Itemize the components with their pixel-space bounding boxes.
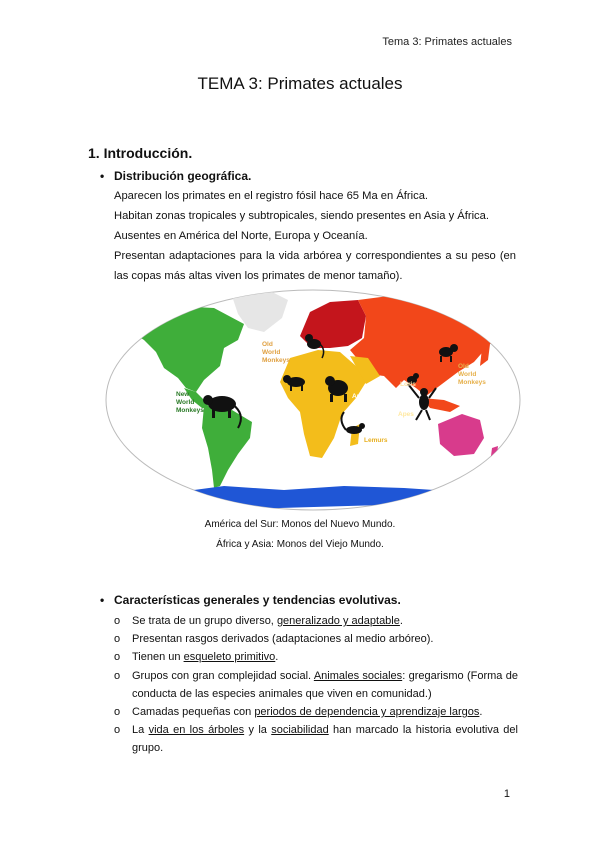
running-header: Tema 3: Primates actuales — [382, 36, 512, 48]
list-item: o Tienen un esqueleto primitivo. — [114, 648, 518, 666]
label-apes-africa: Apes — [352, 393, 368, 400]
list-item: o Presentan rasgos derivados (adaptaciones al medio arbóreo). — [114, 630, 518, 648]
map-caption-2: África y Asia: Monos del Viejo Mundo. — [216, 539, 384, 550]
circle-bullet-icon: o — [114, 706, 121, 719]
label-old-world-asia: Old World Monkeys — [458, 363, 486, 386]
distribution-line: Presentan adaptaciones para la vida arbórea y correspondientes a su peso (en las copas más altas viven los primates de menor tamaño). — [114, 250, 516, 282]
characteristics-list — [114, 612, 518, 758]
circle-bullet-icon: o — [114, 651, 121, 664]
world-primate-map — [104, 288, 522, 512]
circle-bullet-icon: o — [114, 633, 121, 646]
distribution-line: Aparecen los primates en el registro fósil hace 65 Ma en África. — [114, 190, 429, 202]
page-number: 1 — [503, 788, 510, 800]
map-caption-1: América del Sur: Monos del Nuevo Mundo. — [204, 519, 396, 530]
bullet-dot-icon: • — [100, 593, 105, 607]
bullet-dot-icon: • — [100, 169, 105, 183]
label-apes-asia: Apes — [398, 411, 414, 418]
distribution-line: Habitan zonas tropicales y subtropicales, siendo presentes en Asia y África. — [114, 210, 489, 222]
distribution-line: Ausentes en América del Norte, Europa y Oceanía. — [114, 230, 368, 242]
list-item: o Se trata de un grupo diverso, generalizado y adaptable. — [114, 612, 518, 630]
distribution-heading: • Distribución geográfica. — [100, 169, 252, 183]
section-heading: 1. Introducción. — [88, 145, 193, 161]
circle-bullet-icon: o — [114, 615, 121, 627]
label-old-world-africa: Old World Monkeys — [262, 341, 290, 364]
label-lemurs: Lemurs — [364, 437, 388, 444]
circle-bullet-icon: o — [114, 669, 121, 682]
list-item: o Grupos con gran complejidad social. Animales sociales: gregarismo (Forma de conducta de las especies animales que viven en comunidad.) — [114, 667, 518, 703]
circle-bullet-icon: o — [114, 724, 121, 737]
label-loris: Loris — [400, 381, 416, 388]
distribution-text — [114, 186, 516, 286]
characteristics-heading: • Características generales y tendencias evolutivas. — [100, 593, 401, 607]
label-new-world: New World Monkeys — [176, 391, 204, 414]
list-item: o La vida en los árboles y la sociabilidad han marcado la historia evolutiva del grupo. — [114, 721, 518, 757]
page-title: TEMA 3: Primates actuales — [197, 74, 403, 93]
list-item: o Camadas pequeñas con periodos de dependencia y aprendizaje largos. — [114, 703, 518, 721]
